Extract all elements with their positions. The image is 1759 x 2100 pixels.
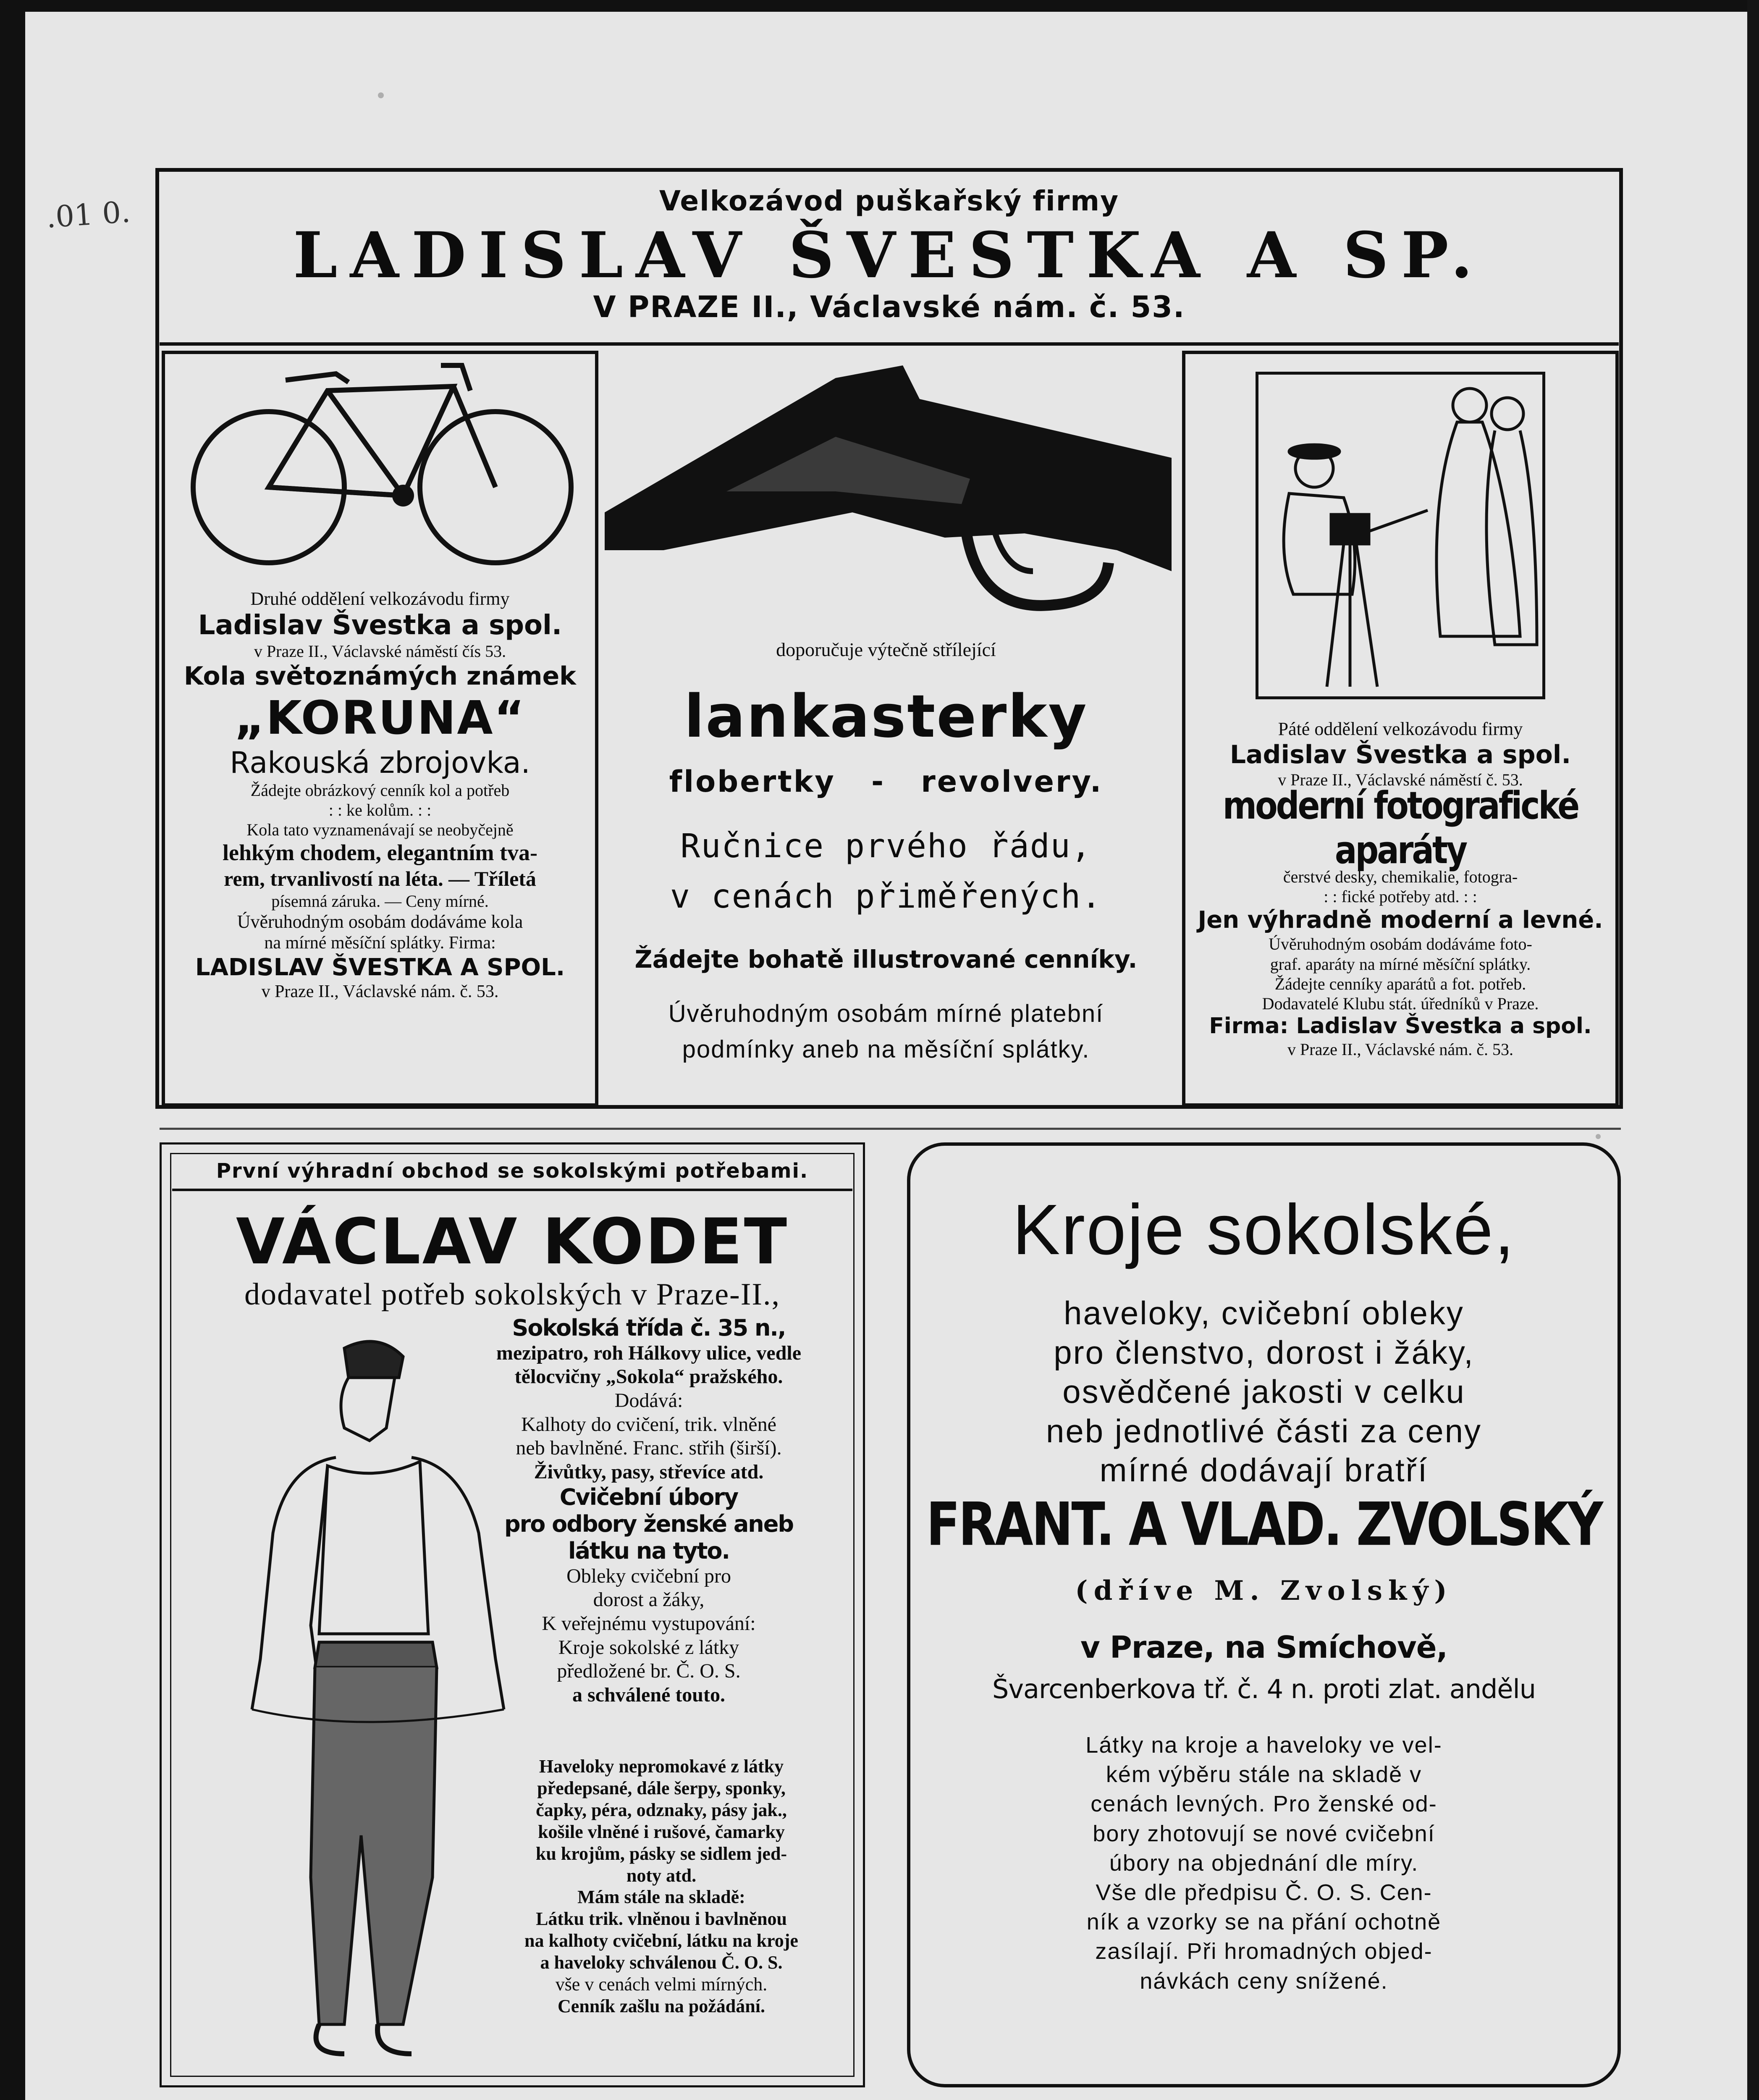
zvolsky-detail-line: ník a vzorky se na přání ochotně <box>1086 1909 1442 1935</box>
kodet-line: a schválené touto. <box>572 1683 725 1706</box>
photographer-illustration <box>1260 376 1541 695</box>
kodet-line: látku na tyto. <box>568 1537 730 1564</box>
kodet-bottom-line: Cenník zašlu na požádání. <box>558 1995 765 2016</box>
kodet-bottom-line: Látku trik. vlněnou i bavlněnou <box>536 1908 787 1929</box>
zvolsky-body <box>911 1294 1617 1490</box>
photo-line: Dodavatelé Klubu stát. úředníků v Praze. <box>1262 994 1539 1013</box>
zvolsky-firm: FRANT. A VLAD. ZVOLSKÝ <box>926 1489 1602 1559</box>
kodet-line: neb bavlněné. Franc. střih (širší). <box>516 1437 782 1460</box>
scan-edge-right <box>1747 0 1759 2100</box>
zvolsky-place: v Praze, na Smíchově, <box>1080 1630 1447 1665</box>
gun-catalog: Žádejte bohatě illustrované cenníky. <box>634 945 1138 974</box>
gun-intro: doporučuje výtečně střílející <box>776 639 996 660</box>
bicycle-advert-text <box>168 588 592 1002</box>
scan-edge-left <box>0 0 25 2100</box>
kodet-name: VÁCLAV KODET <box>236 1205 789 1278</box>
zvolsky-detail-line: bory zhotovují se nové cvičební <box>1093 1821 1435 1846</box>
firm-name: LADISLAV ŠVESTKA A SP. <box>293 218 1485 292</box>
zvolsky-detail-line: návkách ceny snížené. <box>1140 1968 1388 1994</box>
shotgun-illustration <box>600 353 1172 638</box>
zvolsky-body-line: pro členstvo, dorost i žáky, <box>1054 1334 1474 1371</box>
bike-line: písemná záruka. — Ceny mírné. <box>271 892 489 911</box>
photo-line: Páté oddělení velkozávodu firmy <box>1278 719 1523 739</box>
zvolsky-detail-line: cenách levných. Pro ženské od- <box>1091 1791 1437 1817</box>
zvolsky-detail-line: Látky na kroje a haveloky ve vel- <box>1085 1732 1442 1758</box>
photo-line: Žádejte cenníky aparátů a fot. potřeb. <box>1274 974 1526 993</box>
photo-line: v Praze II., Václavské náměstí č. 53. <box>1278 770 1523 789</box>
gun-line-1: Ručnice prvého řádu, <box>680 827 1092 865</box>
zvolsky-body-line: haveloky, cvičební obleky <box>1064 1294 1464 1331</box>
paper-speck <box>1596 1134 1601 1139</box>
bike-line: : : ke kolům. : : <box>328 800 432 819</box>
zvolsky-body-line: osvědčené jakosti v celku <box>1062 1373 1465 1410</box>
bike-firm: Ladislav Švestka a spol. <box>198 609 562 641</box>
photo-line: : : fické potřeby atd. : : <box>1324 887 1477 906</box>
kodet-bottom-line: košile vlněné i rušové, čamarky <box>538 1821 785 1842</box>
kodet-bottom-line: vše v cenách velmi mírných. <box>555 1974 768 1995</box>
firm-address: V PRAZE II., Václavské nám. č. 53. <box>593 290 1185 324</box>
bike-line: lehkým chodem, elegantním tva- <box>223 840 537 866</box>
kodet-bottom-line: Haveloky nepromokavé z látky <box>539 1756 784 1777</box>
kodet-line: Kalhoty do cvičení, trik. vlněné <box>521 1413 776 1436</box>
photo-firm: Ladislav Švestka a spol. <box>1229 740 1571 769</box>
kodet-line: Kroje sokolské z látky <box>558 1636 739 1659</box>
kodet-bottom-line: a haveloky schválenou Č. O. S. <box>540 1952 783 1973</box>
gun-line-2: v cenách přiměřených. <box>670 878 1102 916</box>
kodet-banner: První výhradní obchod se sokolskými potřebami. <box>216 1159 809 1183</box>
photo-line: čerstvé desky, chemikalie, fotogra- <box>1283 867 1518 886</box>
gun-title: lankasterky <box>684 682 1088 751</box>
koruna-brand: „KORUNA“ <box>234 691 526 745</box>
bike-line: v Praze II., Václavské nám. č. 53. <box>261 982 499 1001</box>
kodet-right-column <box>454 1315 844 1707</box>
kodet-line: předložené br. Č. O. S. <box>557 1660 741 1683</box>
zvolsky-street: Švarcenberkova tř. č. 4 n. proti zlat. andělu <box>992 1674 1536 1704</box>
photo-line: Úvěruhodným osobám dodáváme foto- <box>1269 934 1532 954</box>
bike-line: Rakouská zbrojovka. <box>230 746 530 780</box>
zvolsky-body-line: neb jednotlivé části za ceny <box>1046 1412 1482 1449</box>
side-mark: .01 0. <box>45 194 131 235</box>
divider <box>160 342 1619 346</box>
kodet-bottom-line: ku krojům, pásky se sidlem jed- <box>535 1843 787 1864</box>
bike-line: Žádejte obrázkový cenník kol a potřeb <box>250 780 510 800</box>
kodet-line: K veřejnému vystupování: <box>542 1612 756 1635</box>
zvolsky-detail-line: kém výběru stále na skladě v <box>1106 1762 1422 1788</box>
kodet-line: mezipatro, roh Hálkovy ulice, vedle <box>496 1341 802 1364</box>
scan-edge-top <box>0 0 1759 12</box>
kodet-line: Dodává: <box>614 1389 683 1412</box>
kodet-supplier: dodavatel potřeb sokolských v Praze-II., <box>244 1277 780 1312</box>
zvolsky-detail-line: úbory na objednání dle míry. <box>1109 1850 1419 1876</box>
bike-line: Kola tato vyznamenávají se neobyčejně <box>246 820 514 840</box>
bike-line: v Praze II., Václavské náměstí čís 53. <box>254 642 506 661</box>
zvolsky-details <box>911 1730 1617 1996</box>
gun-subtitle: flobertky - revolvery. <box>669 764 1103 799</box>
bike-line: na mírné měsíční splátky. Firma: <box>264 933 496 953</box>
bike-line: rem, trvanlivostí na léta. — Tříletá <box>224 867 536 891</box>
section-divider <box>160 1128 1621 1130</box>
zvolsky-former: (dříve M. Zvolský) <box>1075 1575 1453 1606</box>
gun-terms-1: Úvěruhodným osobám mírné platební <box>668 1000 1104 1027</box>
zvolsky-detail-line: Vše dle předpisu Č. O. S. Cen- <box>1096 1880 1432 1905</box>
kodet-bottom-line: na kalhoty cvičební, látku na kroje <box>524 1930 798 1951</box>
bike-line: Druhé oddělení velkozávodu firmy <box>250 588 510 609</box>
photo-line: v Praze II., Václavské nám. č. 53. <box>1287 1040 1513 1059</box>
photo-advert-text <box>1188 718 1612 1059</box>
kodet-line: tělocvičny „Sokola“ pražského. <box>514 1365 783 1388</box>
kodet-bottom-line: noty atd. <box>626 1865 697 1886</box>
kodet-line: dorost a žáky, <box>593 1588 705 1611</box>
zvolsky-body-line: mírné dodávají bratří <box>1099 1452 1429 1489</box>
photo-headline: moderní fotografické aparáty <box>1222 784 1578 872</box>
kodet-line: Obleky cvičební pro <box>566 1564 731 1587</box>
kodet-line: pro odbory ženské aneb <box>504 1511 793 1538</box>
kodet-line: Sokolská třída č. 35 n., <box>512 1315 786 1341</box>
kodet-bottom-line: Mám stále na skladě: <box>577 1887 745 1908</box>
zvolsky-title: Kroje sokolské, <box>1012 1190 1515 1270</box>
gun-terms-2: podmínky aneb na měsíční splátky. <box>682 1036 1090 1063</box>
photo-firm-footer: Firma: Ladislav Švestka a spol. <box>1209 1013 1592 1039</box>
kodet-bottom-line: čapky, péra, odznaky, pásy jak., <box>536 1799 787 1820</box>
zvolsky-detail-line: zasílají. Při hromadných objed- <box>1095 1939 1433 1964</box>
paper-speck <box>378 92 384 98</box>
photo-line: Jen výhradně moderní a levné. <box>1198 906 1603 934</box>
kodet-line: Živůtky, pasy, střevíce atd. <box>534 1460 764 1483</box>
kodet-bottom-column <box>479 1756 844 2017</box>
bike-line: Kola světoznámých známek <box>184 661 577 691</box>
kodet-line: Cvičební úbory <box>559 1484 738 1511</box>
kodet-bottom-line: předepsané, dále šerpy, sponky, <box>537 1777 786 1798</box>
kodet-banner-rule <box>172 1189 852 1191</box>
bicycle-illustration <box>168 357 592 584</box>
bike-line: Úvěruhodným osobám dodáváme kola <box>237 911 523 932</box>
top-header: Velkozávod puškařský firmy <box>659 185 1119 217</box>
photo-line: graf. aparáty na mírné měsíční splátky. <box>1270 954 1531 974</box>
bike-firm-footer: LADISLAV ŠVESTKA A SPOL. <box>195 953 565 981</box>
